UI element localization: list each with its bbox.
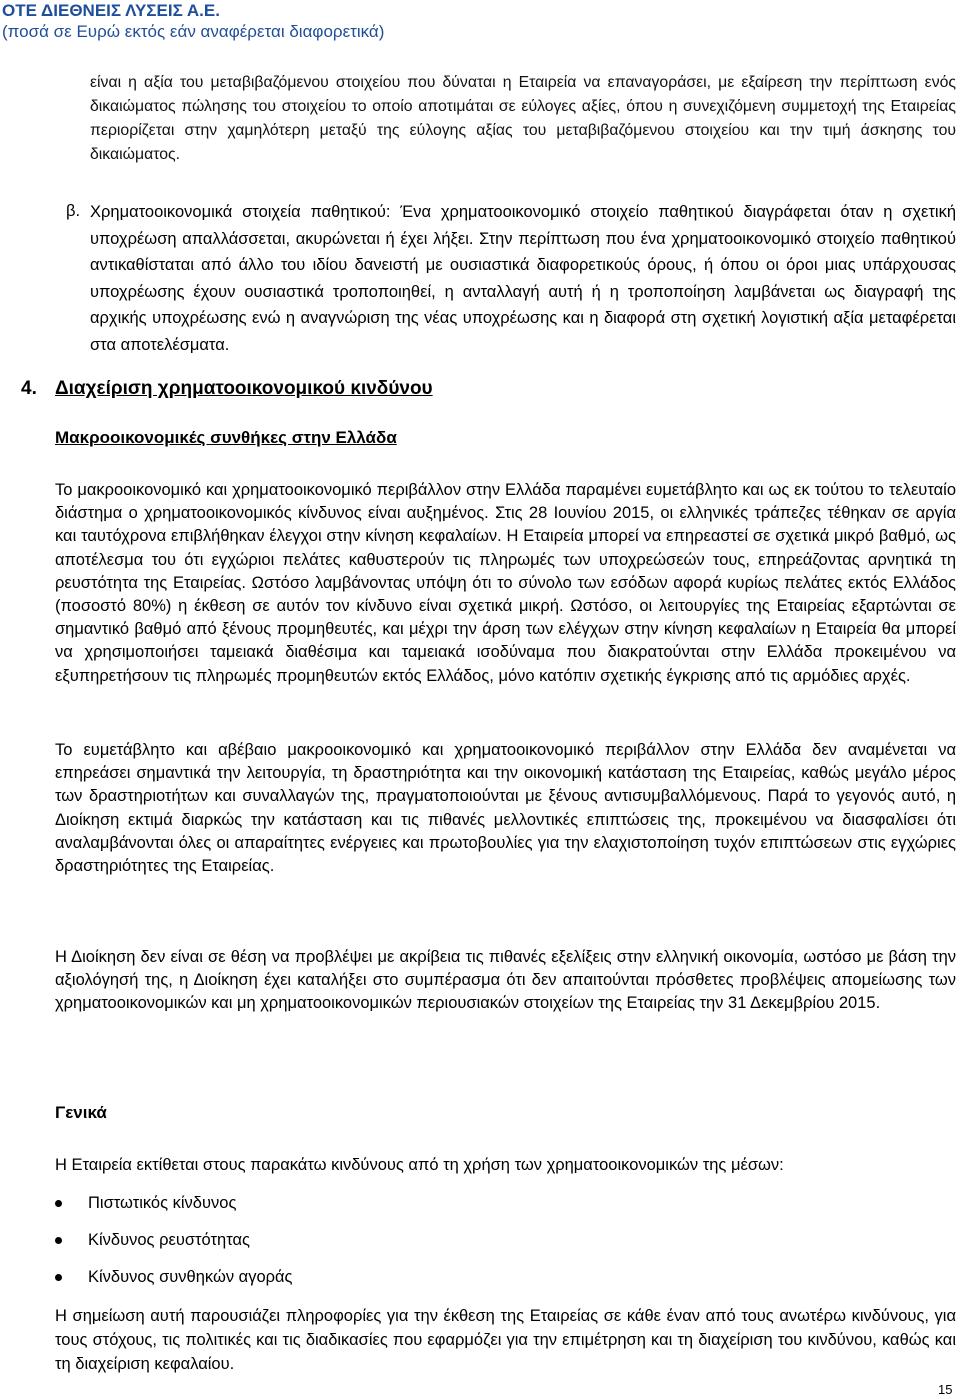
page-header [0, 0, 960, 42]
section-number: 4. [21, 378, 37, 399]
bullet-icon [55, 1237, 62, 1244]
risk-item-label: Κίνδυνος ρευστότητας [88, 1231, 250, 1249]
risk-item-label: Κίνδυνος συνθηκών αγοράς [88, 1268, 293, 1286]
general-heading: Γενικά [55, 1103, 107, 1122]
risk-list [55, 1191, 955, 1302]
general-intro: Η Εταιρεία εκτίθεται στους παρακάτω κινδύνους από τη χρήση των χρηματοοικονομικών της μέσων: [55, 1156, 784, 1174]
macro-paragraph-1: Το μακροοικονομικό και χρηματοοικονομικό περιβάλλον στην Ελλάδα παραμένει ευμετάβλητο και ως εκ τούτου το τελευταίο διάστημα ο χρηματοοικονομικός κίνδυνος είναι αυξημένος. Στις 28 Ιουνίου 2015, οι ελληνικές τράπεζες τέθηκαν σε αργία και ταυτόχρονα επιβλήθηκαν έλεγχοι στην κίνηση κεφαλαίων. Η Εταιρεία μπορεί να επηρεαστεί σε σχετικά μικρό βαθμό, ως αποτέλεσμα του ότι εγχώριοι πελάτες καθυστερούν τις πληρωμές των υποχρεώσεών τους, επηρεάζοντας αρνητικά τη ρευστότητα της Εταιρείας. Ωστόσο λαμβάνοντας υπόψη ότι το σύνολο των εσόδων αφορά κυρίως πελάτες εκτός Ελλάδος (ποσοστό 80%) η έκθεση σε αυτόν τον κίνδυνο είναι σχετικά μικρή. Ωστόσο, οι λειτουργίες της Εταιρείας εξαρτώνται σε σημαντικό βαθμό από ξένους προμηθευτές, και μέχρι την άρση των ελέγχων στην κίνηση κεφαλαίων η Εταιρεία θα μπορεί να χρησιμοποιήσει ταμειακά διαθέσιμα και ταμειακά ισοδύναμα που διακρατούνται στην Ελλάδα προκειμένου να εξυπηρετήσουν τις πληρωμές προμηθευτών εκτός Ελλάδος, μόνο κατόπιν σχετικής έγκρισης από τις αρμόδιες αρχές. [55, 481, 956, 685]
page-number: 15 [938, 1382, 953, 1397]
item-b-text: Χρηματοοικονομικά στοιχεία παθητικού: Ένα χρηματοοικονομικό στοιχείο παθητικού διαγράφεται όταν η σχετική υποχρέωση απαλλάσσεται, ακυρώνεται ή έχει λήξει. Στην περίπτωση που ένα χρηματοοικονομικό στοιχείο παθητικού αντικαθίσταται από άλλο του ιδίου δανειστή με ουσιαστικά διαφορετικούς όρους, ή όπου οι όροι μιας υπάρχουσας υποχρέωσης έχουν ουσιαστικά τροποποιηθεί, η ανταλλαγή αυτή ή η τροποποίηση λαμβάνεται ως διαγραφή της αρχικής υποχρέωσης ενώ η αναγνώριση της νέας υποχρέωσης και η διαφορά στη σχετική λογιστική αξία μεταφέρεται στα αποτελέσματα. [90, 203, 956, 354]
bullet-icon [55, 1200, 62, 1207]
macro-heading: Μακροοικονομικές συνθήκες στην Ελλάδα [55, 428, 397, 447]
currency-note: (ποσά σε Ευρώ εκτός εάν αναφέρεται διαφορετικά) [2, 22, 385, 41]
list-item [55, 1191, 955, 1228]
section-heading [21, 377, 433, 401]
bullet-icon [55, 1274, 62, 1281]
list-item [55, 1265, 955, 1302]
risk-item-label: Πιστωτικός κίνδυνος [88, 1194, 237, 1212]
macro-paragraph-2: Το ευμετάβλητο και αβέβαιο μακροοικονομικό και χρηματοοικονομικό περιβάλλον στην Ελλάδα δεν αναμένεται να επηρεάσει σημαντικά την λειτουργία, τη δραστηριότητα και την οικονομική κατάσταση της Εταιρείας, καθώς μεγάλο μέρος των δραστηριοτήτων και συναλλαγών της, πραγματοποιούνται με ξένους αντισυμβαλλόμενους. Παρά το γεγονός αυτό, η Διοίκηση εκτιμά διαρκώς την κατάσταση και τις πιθανές μελλοντικές επιπτώσεις της, προκειμένου να διασφαλίσει ότι αναλαμβάνονται όλες οι απαραίτητες ενέργειες και πρωτοβουλίες για την ελαχιστοποίηση τυχόν επιπτώσεων στις εγχώριες δραστηριότητες της Εταιρείας. [55, 741, 956, 876]
item-b [0, 199, 960, 359]
section-title: Διαχείριση χρηματοοικονομικού κινδύνου [55, 378, 433, 399]
continued-paragraph: είναι η αξία του μεταβιβαζόμενου στοιχείου που δύναται η Εταιρεία να επαναγοράσει, με εξαίρεση την περίπτωση ενός δικαιώματος πώλησης του στοιχείου το οποίο αποτιμάται σε εύλογες αξίες, όπου η συνεχιζόμενη συμμετοχή της Εταιρείας περιορίζεται στην χαμηλότερη μεταξύ της εύλογης αξίας του μεταβιβαζόμενου στοιχείου και την τιμή άσκησης του δικαιώματος. [90, 74, 956, 163]
item-b-label: β. [66, 202, 81, 220]
general-closing: Η σημείωση αυτή παρουσιάζει πληροφορίες για την έκθεση της Εταιρείας σε κάθε έναν από τους ανωτέρω κινδύνους, για τους στόχους, τις πολιτικές και τις διαδικασίες που εφαρμόζει για την επιμέτρηση και τη διαχείριση του κινδύνου, καθώς και τη διαχείριση κεφαλαίου. [55, 1307, 956, 1373]
macro-paragraph-3: Η Διοίκηση δεν είναι σε θέση να προβλέψει με ακρίβεια τις πιθανές εξελίξεις στην ελληνική οικονομία, ωστόσο με βάση την αξιολόγησή της, η Διοίκηση έχει καταλήξει στο συμπέρασμα ότι δεν απαιτούνται πρόσθετες προβλέψεις απομείωσης των χρηματοοικονομικών και μη χρηματοοικονομικών περιουσιακών στοιχείων της Εταιρείας την 31 Δεκεμβρίου 2015. [55, 948, 956, 1013]
company-title: ΟΤΕ ΔΙΕΘΝΕΙΣ ΛΥΣΕΙΣ Α.Ε. [2, 1, 220, 20]
list-item [55, 1228, 955, 1265]
